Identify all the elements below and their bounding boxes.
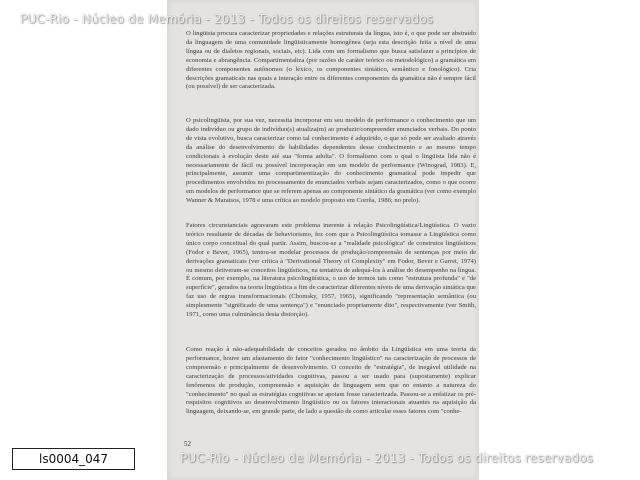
paragraph-3: Fatores circunstanciais agravaram este problema inerente à relação Psicolingüística/Lingüística. O vazio teórico resultante de décadas de behaviorismo, fez com que a Psicolingüística tomasse a Lingüística como único corpo conceitual do qual partir. Assim, buscou-se a "realidade psicológica" de construtos lingüísticos (Fodor e Bever, 1965), tentou-se modelar processos de produção/compreensão de sentenças por meio de derivações gramaticais (ver crítica à "Derivational Theory of Complexity" em Fodor, Bever e Garret, 1974) ou mesmo detiveram-se conceitos lingüísticos, na tentativa de adequá-los à análise do desempenho na língua. É comum, por exemplo, na literatura psicolingüística, o uso de termos tais como "estrutura profunda" e "de superfície", gerados na teoria lingüística a fim de caracterizar diferentes níveis de uma derivação sintática que faz uso de regras transformacionais (Chomsky, 1957, 1965), significando "representação semântica (ou simplesmente "significado de uma sentença") e "enunciado propriamente dito", respectivamente (ver Smith, 1971, como uma culminância desta distorção). [186,222,476,319]
document-id-label: ls0004_047 [12,448,135,470]
watermark-top: PUC-Rio - Núcleo de Memória - 2013 - Todos os direitos reservados [20,12,434,26]
paragraph-1: O lingüista procura caracterizar propriedades e relações estruturais da língua, isto é, o que pode ser abstraído da linguagem de uma comunidade lingüisticamente homogênea (seja esta descrição feita a nível de uma língua ou de dialetos regionais, sociais, etc). Lida com um formalismo que busca satisfazer a princípios de economia e abrangência. Compartimentaliza (por razões de caráter teórico ou metodológico) a gramática em diferentes componentes autônomos (o léxico, os componentes sintático, semântico e fonológico). Cria descrições gramaticais nas quais a interação entre os diferentes componentes da gramática não é sempre fácil (ou possível) de ser caracterizada. [186,30,476,91]
watermark-bottom: PUC-Rio - Núcleo de Memória - 2013 - Todos os direitos reservados [180,451,594,465]
page-number: 52 [184,440,191,448]
paragraph-2: O psicolingüista, por sua vez, necessita incorporar em seu modelo de performance o conhecimento que um dado indivíduo ou grupo de indivíduo(s) atualiza(m) ao produzir/compreender enunciados verbais. Do ponto de vista evolutivo, busca caracterizar como tal conhecimento é adquirido, o que só pode ser avaliado através da análise do desenvolvimento de habilidades dependentes desse conhecimento e ao mesmo tempo condicionais à evolução deste até sua "forma adulta". O formalismo com o qual o lingüista lida não é necessariamente de fácil ou possível incorporação em um modelo de performance (Winograd, 1983). E, principalmente, assumir uma compartimentização do conhecimento gramatical pode impedir que procedimentos envolvidos no processamento de enunciados verbais sejam caracterizados, como o que ocorre em modelos de performance que se referem apenas ao componente sintático da gramática (ver como exemplo Wanner & Maratsos, 1978 e uma crítica ao modelo proposto em Corrêa, 1986; no prelo). [186,117,476,205]
paragraph-4: Como reação à não-adequabilidade de conceitos gerados no âmbito da Lingüística em uma teoria da performance, houve um afastamento do fator "conhecimento lingüístico" na caracterização de processos de compreensão e principalmente de desenvolvimento. O conceito de "estratégia", de inegável utilidade na caracterização de processos/atividades cognitivas, passou a ser usado para (supostamente) explicar fenômenos de produção, compreensão e aquisição de linguagem sem que no entanto a natureza do "conhecimento" no qual as estratégias cognitivas se apoiam fosse caracterizada. Passou-se a enfatizar os pré-requisitos cognitivos ao desenvolvimento lingüístico ou os fatores interacionais atuantes na aquisição da linguagem, deixando-se, em grande parte, de lado a questão de como articular esses fatores com "conhe- [186,346,476,416]
